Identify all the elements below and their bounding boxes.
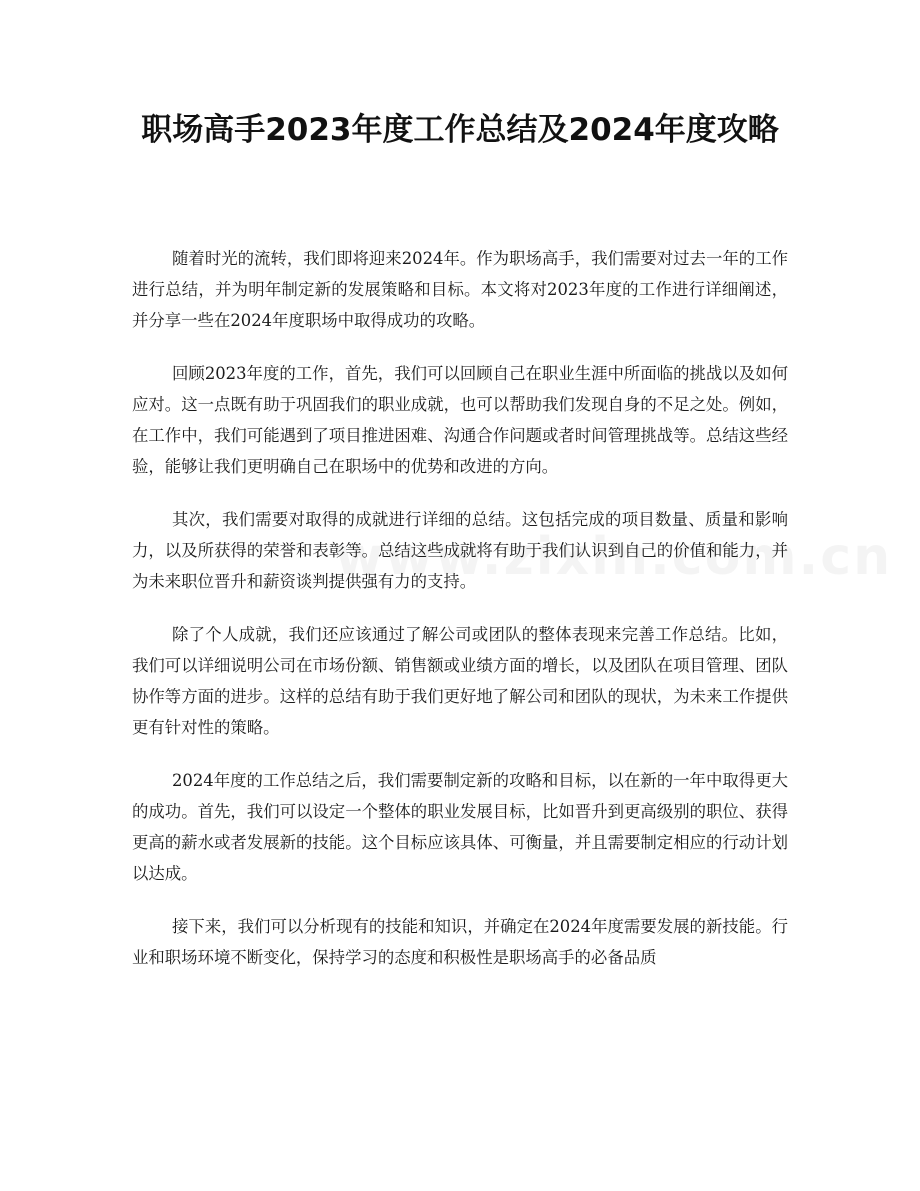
paragraph-4: 除了个人成就，我们还应该通过了解公司或团队的整体表现来完善工作总结。比如，我们可以详细说明公司在市场份额、销售额或业绩方面的增长，以及团队在项目管理、团队协作等方面的进步。这样的总结有助于我们更好地了解公司和团队的现状，为未来工作提供更有针对性的策略。 <box>132 625 788 737</box>
document-body <box>132 243 788 995</box>
paragraph-3: 其次，我们需要对取得的成就进行详细的总结。这包括完成的项目数量、质量和影响力，以及所获得的荣誉和表彰等。总结这些成就将有助于我们认识到自己的价值和能力，并为未来职位晋升和薪资谈判提供强有力的支持。 <box>132 510 788 591</box>
document-title: 职场高手2023年度工作总结及2024年度攻略 <box>141 112 779 148</box>
paragraph-5: 2024年度的工作总结之后，我们需要制定新的攻略和目标，以在新的一年中取得更大的成功。首先，我们可以设定一个整体的职业发展目标，比如晋升到更高级别的职位、获得更高的薪水或者发展新的技能。这个目标应该具体、可衡量，并且需要制定相应的行动计划以达成。 <box>132 771 788 883</box>
paragraph-6: 接下来，我们可以分析现有的技能和知识，并确定在2024年度需要发展的新技能。行业和职场环境不断变化，保持学习的态度和积极性是职场高手的必备品质 <box>132 917 788 967</box>
paragraph-2: 回顾2023年度的工作，首先，我们可以回顾自己在职业生涯中所面临的挑战以及如何应对。这一点既有助于巩固我们的职业成就，也可以帮助我们发现自身的不足之处。例如，在工作中，我们可能遇到了项目推进困难、沟通合作问题或者时间管理挑战等。总结这些经验，能够让我们更明确自己在职场中的优势和改进的方向。 <box>132 364 788 476</box>
paragraph-1: 随着时光的流转，我们即将迎来2024年。作为职场高手，我们需要对过去一年的工作进行总结，并为明年制定新的发展策略和目标。本文将对2023年度的工作进行详细阐述，并分享一些在2024年度职场中取得成功的攻略。 <box>132 249 788 330</box>
